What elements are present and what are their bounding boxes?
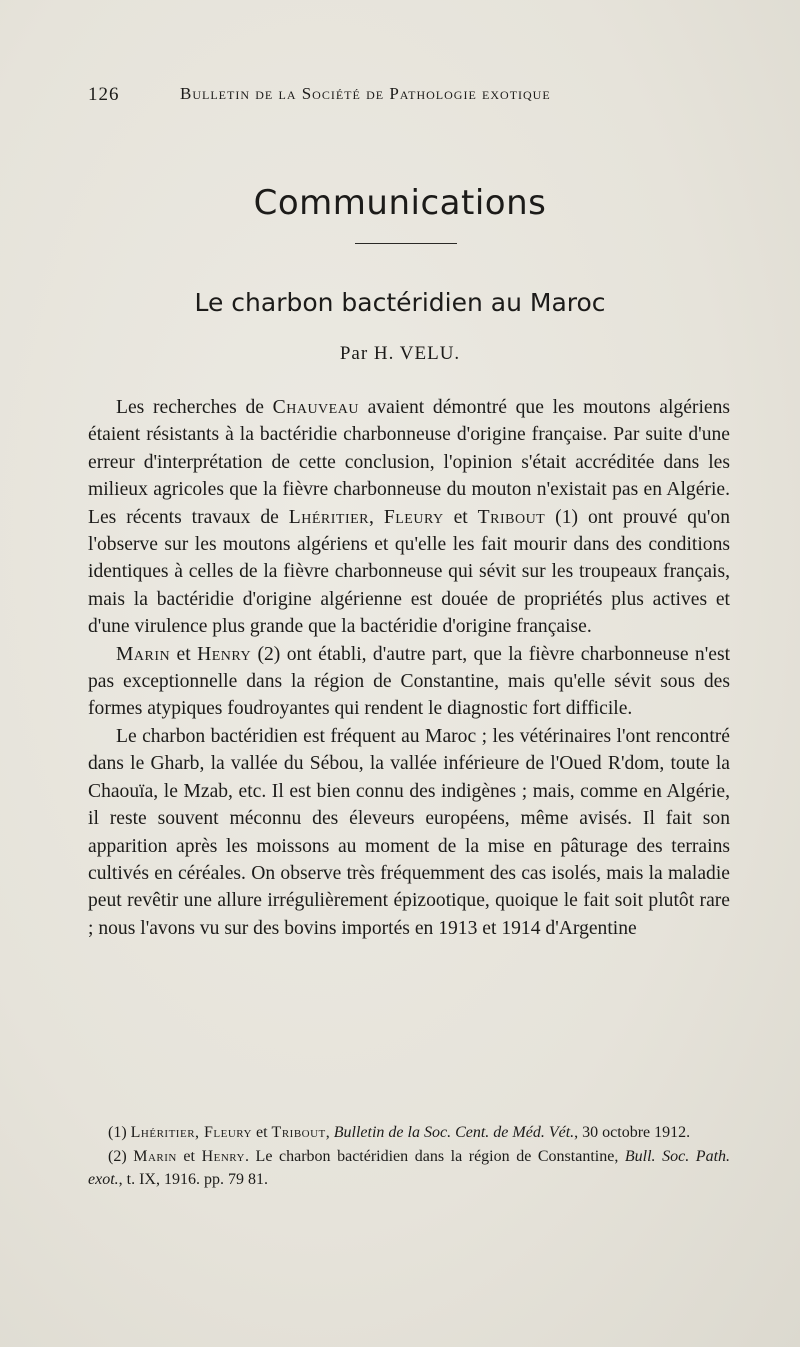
title-divider — [355, 243, 457, 244]
text-run: avaient démontré que les moutons algériens étaient résistants à la bactéridie charbonneuse d'origine française. Par suite d'une erreur d'interprétation de cette conclusion, l'opinion s'était accréditée dans les milieux agricoles que la fièvre charbonneuse du mouton n'existait pas en Algérie. Les récents travaux de — [88, 397, 731, 528]
text-run: , t. IX, 1916. pp. 79 81. — [118, 1171, 268, 1188]
author-name: Marin — [116, 643, 171, 665]
author-name: Lhéritier — [288, 506, 369, 528]
author-name: Tribout — [271, 1124, 326, 1141]
paragraph-3: Le charbon bactéridien est fréquent au Maroc ; les vétérinaires l'ont rencontré dans le Gharb, la vallée du Sébou, la vallée inférieure de l'Oued R'dom, toute la Chaouïa, le Mzab, etc. Il est bien connu des indigènes ; mais, comme en Algérie, il reste souvent méconnu des éleveurs européens, même avisés. Il fait son apparition après les moissons au moment de la mise en pâturage des terrains cultivés en céréales. On observe très fréquemment des cas isolés, mais la maladie peut revêtir une allure irrégulièrement épizootique, quoique le fait soit plutôt rare ; nous l'avons vu sur des bovins importés en 1913 et 1914 d'Argentine — [88, 725, 730, 939]
article-body — [88, 394, 730, 942]
footnotes — [88, 1121, 730, 1192]
text-run: et — [443, 506, 478, 528]
article-title: Le charbon bactéridien au Maroc — [194, 288, 606, 317]
footnote-1 — [88, 1121, 730, 1145]
byline: Par H. VELU. — [339, 343, 461, 364]
text-run: . Le charbon bactéridien dans la région de Constantine, — [244, 1147, 625, 1165]
author-name: Henry — [201, 1147, 245, 1165]
author-name: Fleury — [383, 506, 444, 528]
section-title: Communications — [253, 183, 547, 223]
text-run: et — [170, 643, 198, 665]
author-name: Marin — [133, 1147, 177, 1165]
paragraph-2 — [88, 641, 730, 723]
footnote-2 — [88, 1145, 730, 1192]
journal-title: Bulletin de la Soc. Cent. de Méd. Vét. — [333, 1124, 575, 1141]
footnote-mark: (2) — [108, 1147, 134, 1165]
journal-title: Bull. Soc. Path. exot. — [88, 1147, 731, 1188]
author-name: Henry — [197, 643, 252, 665]
footnote-mark: (1) — [108, 1124, 131, 1141]
running-title: Bulletin de la Société de Pathologie exotique — [180, 84, 551, 103]
text-run: , — [369, 506, 384, 528]
text-run: (2) ont établi, d'autre part, que la fièvre charbonneuse n'est pas exceptionnelle dans la région de Constantine, mais qu'elle sévit sous des formes atypiques foudroyantes qui rendent le diagnostic fort difficile. — [88, 643, 731, 720]
author-name: Chauveau — [272, 397, 359, 418]
text-run: , — [325, 1124, 334, 1141]
paragraph-1 — [88, 394, 730, 641]
text-run: , 30 octobre 1912. — [574, 1124, 691, 1141]
text-run: et — [252, 1124, 272, 1141]
author-name: Tribout — [477, 506, 546, 528]
text-run: (1) ont prouvé qu'on l'observe sur les moutons algériens et qu'elle les fait mourir dans des conditions identiques à celles de la fièvre charbonneuse qui sévit sur les troupeaux français, mais la bactéridie d'origine algérienne est douée de propriétés plus actives et d'une virulence plus grande que la bactéridie d'origine française. — [88, 506, 731, 638]
text-run: Les recherches de — [116, 397, 273, 418]
author-name: Lhéritier, Fleury — [130, 1124, 252, 1141]
page-number: 126 — [88, 84, 120, 105]
text-run: et — [176, 1147, 202, 1165]
